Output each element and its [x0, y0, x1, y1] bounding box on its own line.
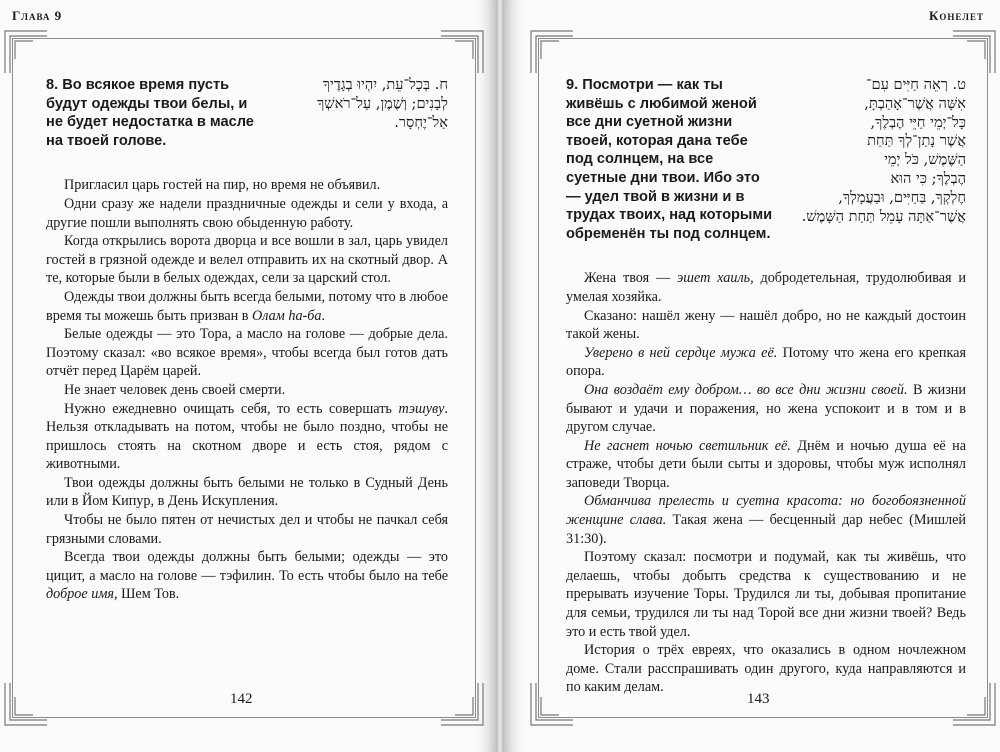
- italic-quote: Обманчива прелесть и суетна красота: но богобоязненной женщине слава.: [566, 493, 966, 529]
- verse-translation: 8. Во всякое время пусть будут одежды твои белы, и не будет недостатка в масле на твоей голове.: [46, 77, 254, 149]
- italic-term: тэшуву: [398, 400, 445, 417]
- italic-quote: Она воздаёт ему добром… во все дни жизни своей.: [584, 381, 908, 398]
- commentary-paragraph: Не гаснет ночью светильник её. Днём и ночью душа её на страже, чтобы дети были сыты и здоровы, чтобы муж исполнял заповеди Творца.: [566, 437, 966, 491]
- book-title-header: Коhелет: [928, 8, 984, 23]
- commentary-paragraph: Всегда твои одежды должны быть белыми; одежды — это цицит, а масло на голове — тэфилин. То есть чтобы было на тебе доброе имя, Шем Тов.: [46, 549, 448, 603]
- commentary-paragraph: Обманчива прелесть и суетна красота: но богобоязненной женщине слава. Такая жена — бесценный дар небес (Мишлей 31:30).: [566, 493, 966, 547]
- commentary-paragraph: Уверено в ней сердце мужа её. Потому что жена его крепкая опора.: [566, 344, 966, 380]
- hebrew-line: כָּל־יְמֵי חַיֵּי הֶבְלֶךָ,: [870, 113, 966, 131]
- italic-term: Олам ha-ба: [252, 307, 322, 324]
- commentary-paragraph: Когда открылись ворота дворца и все вошли в зал, царь увидел гостей в грязной одежде и велел отправить их на скотный двор. А те, которые были в белых одеждах, сели за царский стол.: [46, 233, 448, 287]
- italic-quote: Уверено в ней сердце мужа её.: [584, 344, 778, 361]
- book-gutter: [496, 0, 504, 752]
- hebrew-line: אֲשֶׁר נָתַן־לְךָ תַּחַת: [867, 132, 966, 150]
- left-page: [0, 0, 496, 752]
- page-number: 143: [747, 691, 770, 707]
- italic-quote: Не гаснет ночью светильник её.: [584, 437, 791, 454]
- verse-translation: 9. Посмотри — как ты живёшь с любимой женой все дни суетной жизни твоей, которая дана тебе под солнцем, на все суетные дни твои. Ибо это — удел твой в жизни и в трудах твоих, над которыми обременён ты под солнцем.: [566, 77, 773, 242]
- right-page: [504, 0, 1000, 752]
- commentary-paragraph: Жена твоя — эшет хаиль, добродетельная, трудолюбивая и умелая хозяйка.: [566, 270, 966, 305]
- commentary-paragraph: Одежды твои должны быть всегда белыми, потому что в любое время ты можешь быть призван в Олам ha-ба.: [46, 288, 448, 324]
- hebrew-line: הֶבְלֶךָ; כִּי הוּא: [890, 169, 966, 187]
- commentary-paragraph: История о трёх евреях, что оказались в одном ночлежном доме. Стали расспрашивать один другого, куда направляются и по каким делам.: [566, 642, 966, 696]
- frame-corner-ornament: [951, 29, 997, 75]
- italic-term: доброе имя: [46, 586, 114, 603]
- frame-corner-ornament: [3, 681, 49, 727]
- commentary-paragraph: Одни сразу же надели праздничные одежды и сели у входа, а другие пошли выполнять свою обыденную работу.: [46, 195, 448, 231]
- hebrew-line: אַל־יֶחְסָר.: [394, 113, 448, 131]
- hebrew-line: הַשֶּׁמֶשׁ, כֹּל יְמֵי: [884, 151, 966, 169]
- commentary-paragraph: Белые одежды — это Тора, а масло на голове — добрые дела. Поэтому сказал: «во всякое время», чтобы всегда был готов дать отчёт перед Царём царей.: [46, 326, 448, 380]
- commentary-paragraph: Сказано: нашёл жену — нашёл добро, но не каждый достоин такой жены.: [566, 307, 966, 343]
- hebrew-line: אִשָּׁה אֲשֶׁר־אָהַבְתָּ,: [864, 94, 966, 112]
- hebrew-line: לְבָנִים; וְשֶׁמֶן, עַל־רֹאשְׁךָ: [317, 94, 448, 112]
- frame-corner-ornament: [3, 29, 49, 75]
- hebrew-line: אֲשֶׁר־אַתָּה עָמֵל תַּחַת הַשָּׁמֶשׁ.: [801, 207, 966, 225]
- verse-block: [46, 76, 448, 150]
- commentary-paragraph: Не знает человек день своей смерти.: [64, 381, 286, 398]
- hebrew-line: ט. רְאֵה חַיִּים עִם־: [865, 76, 966, 93]
- hebrew-line: חֶלְקְךָ, בַּחַיִּים, וּבַעֲמָלְךָ,: [838, 188, 966, 206]
- frame-corner-ornament: [439, 29, 485, 75]
- commentary-paragraph: Чтобы не было пятен от нечистых дел и чтобы не пачкал себя грязными словами.: [46, 512, 448, 547]
- chapter-header: Глава 9: [12, 8, 63, 23]
- page-number: 142: [230, 691, 253, 707]
- verse-hebrew: [788, 76, 966, 243]
- left-content: [46, 76, 448, 604]
- commentary-paragraph: Твои одежды должны быть белыми не только в Судный День или в Йом Кипур, в День Искупления.: [46, 474, 448, 510]
- commentary-paragraph: Пригласил царь гостей на пир, но время не объявил.: [64, 177, 381, 194]
- commentary-paragraph: Она воздаёт ему добром… во все дни жизни своей. В жизни бывают и удачи и поражения, но жена успокоит и в том и в другом случае.: [566, 381, 966, 436]
- right-content: [566, 76, 966, 697]
- frame-corner-ornament: [529, 29, 575, 75]
- commentary-paragraph: Поэтому сказал: посмотри и подумай, как ты живёшь, что делаешь, чтобы добыть средства к существованию и не прерывать изучение Торы. Трудился ли ты, добывая пропитание для семьи, трудился ли ты над Торой все дни жизни твоей? Ведь это и есть твой удел.: [566, 549, 966, 640]
- frame-corner-ornament: [439, 681, 485, 727]
- verse-hebrew: [262, 76, 448, 150]
- hebrew-line: ח. בְּכָל־עֵת, יִהְיוּ בְגָדֶיךָ: [322, 76, 448, 93]
- italic-term: эшет хаиль: [677, 270, 751, 287]
- verse-block: [566, 76, 966, 243]
- commentary-paragraph: Нужно ежедневно очищать себя, то есть совершать тэшуву. Нельзя откладывать на потом, чтобы не было поздно, чтобы не пришлось стоять на скотном дворе и есть стоя, рядом с животными.: [46, 400, 448, 473]
